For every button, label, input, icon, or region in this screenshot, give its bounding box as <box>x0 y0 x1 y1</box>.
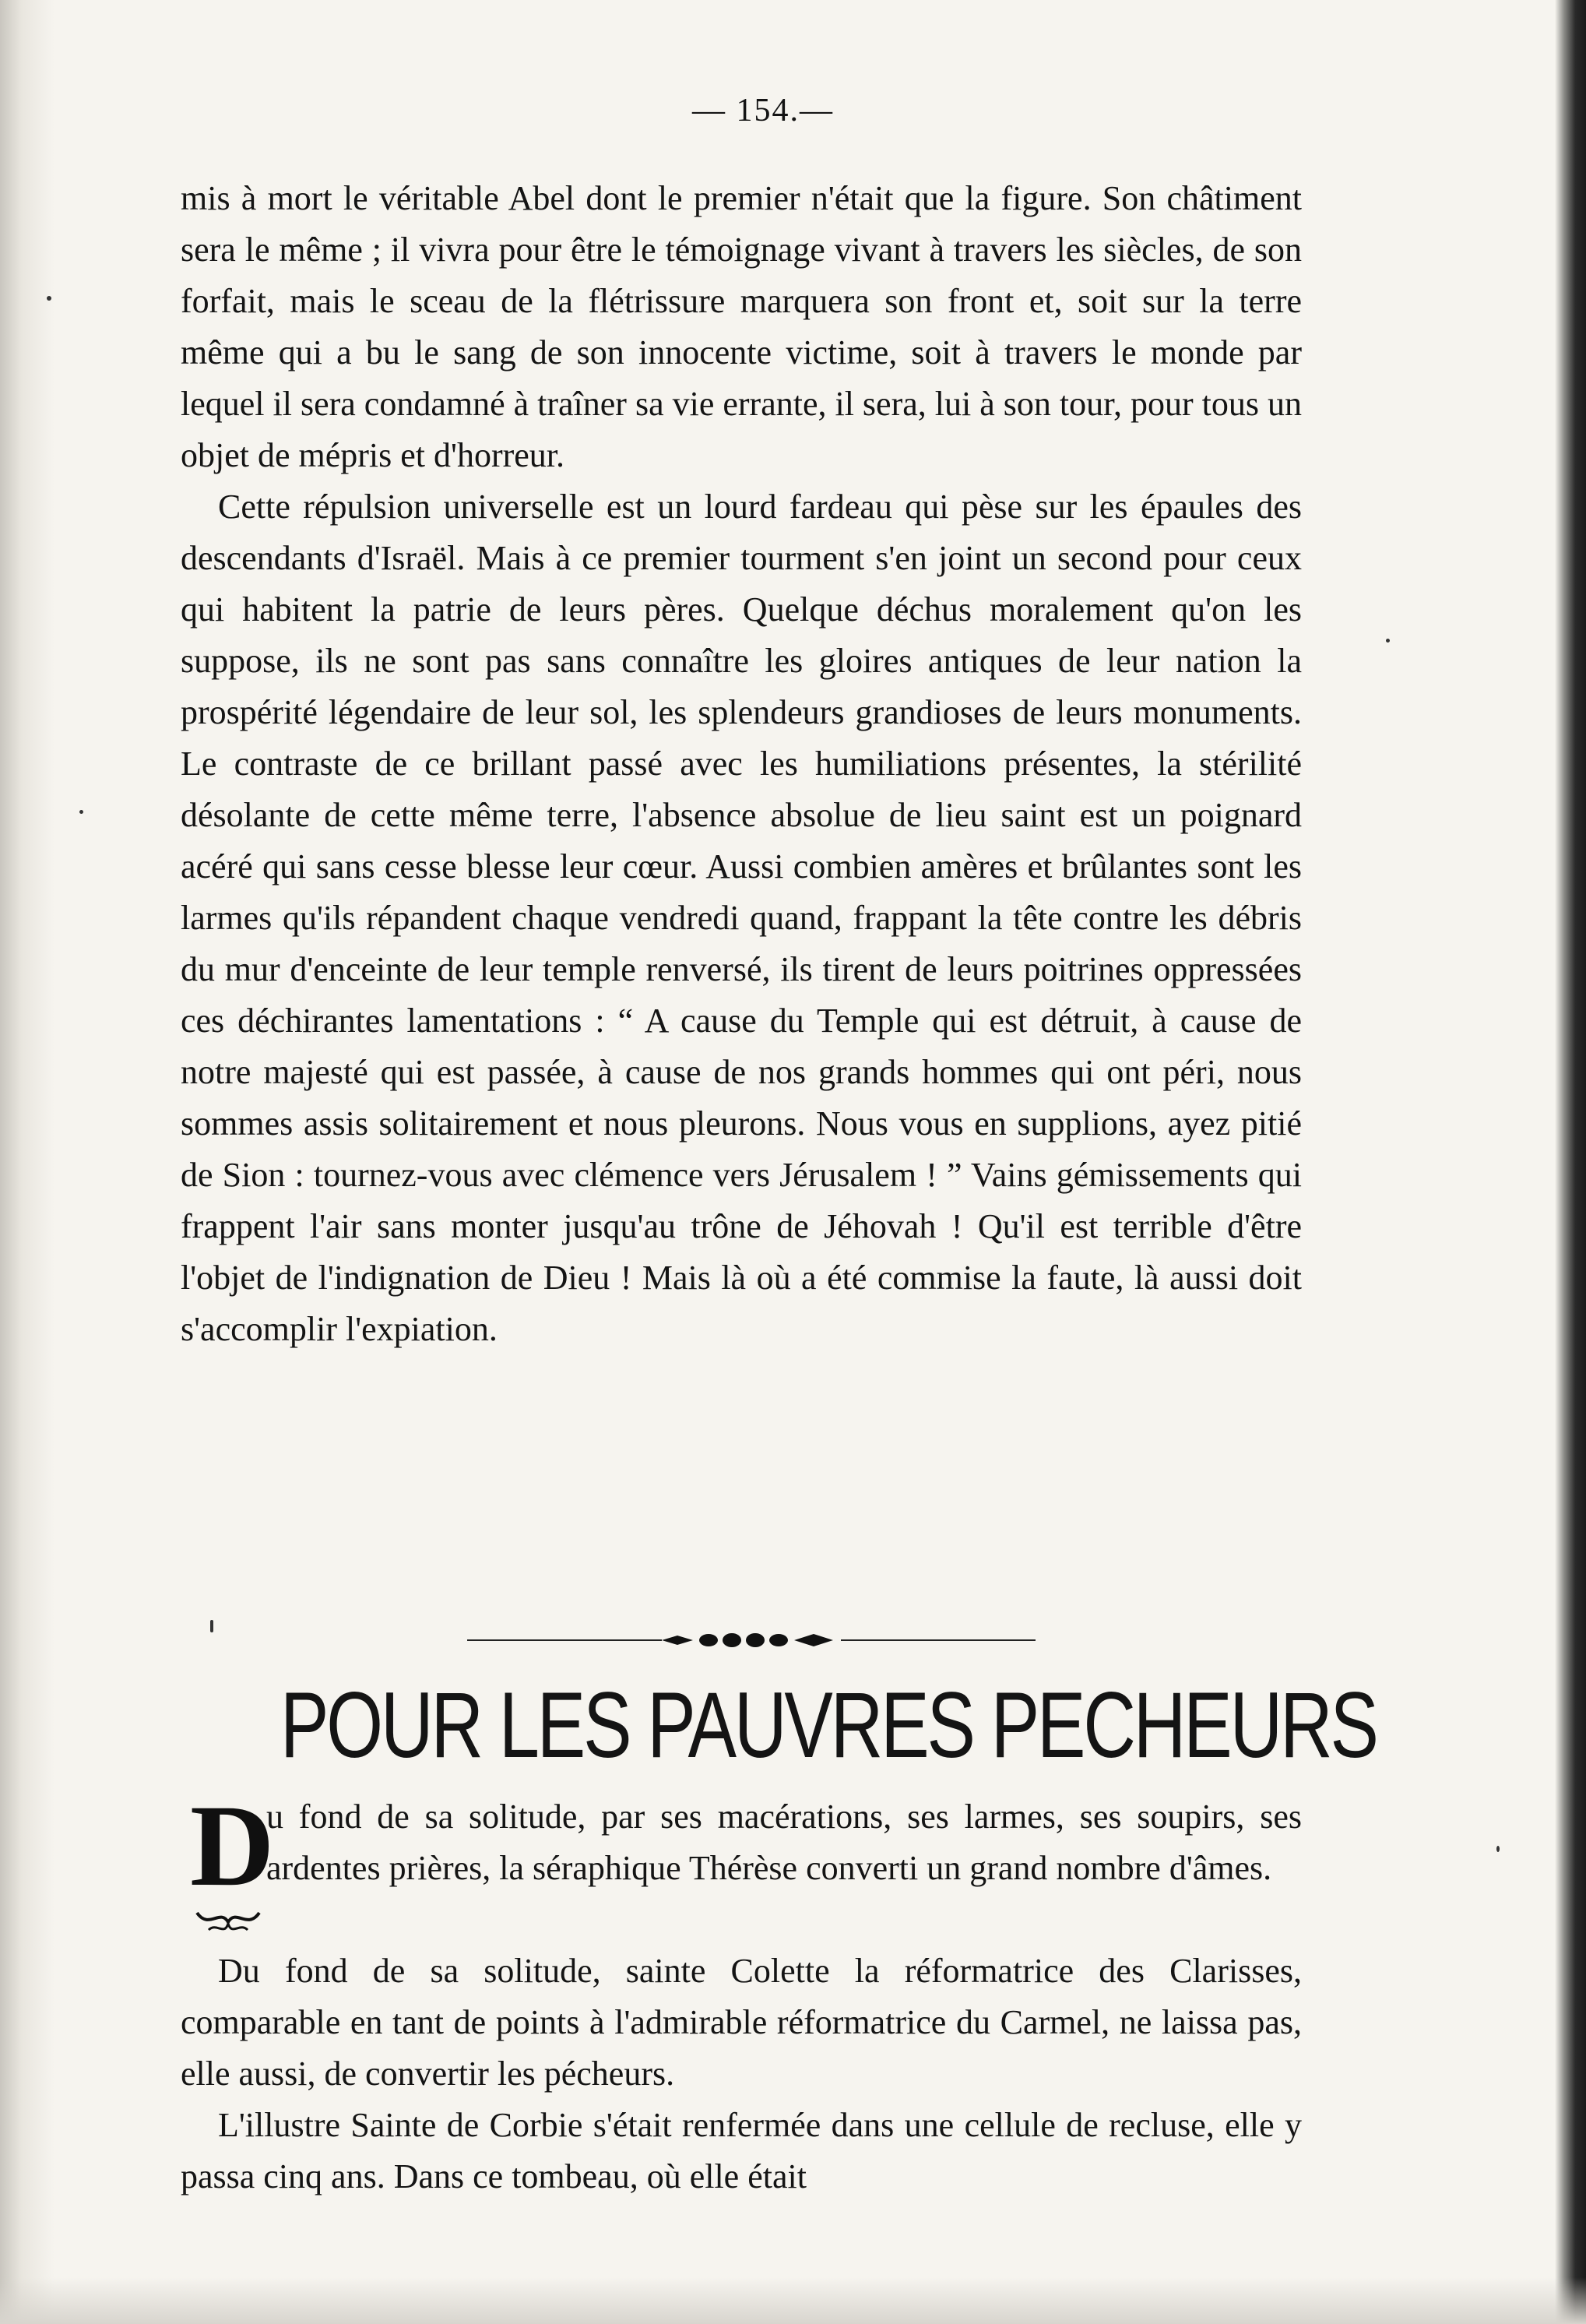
scan-left-edge <box>0 0 55 2324</box>
scan-right-edge <box>1555 0 1586 2324</box>
first-paragraph-after-title <box>266 1791 1302 1894</box>
scan-speck <box>210 1620 213 1632</box>
paragraph: Du fond de sa solitude, sainte Colette la réformatrice des Clarisses, comparable en tant de points à l'admirable réformatrice du Carmel, ne laissa pas, elle aussi, de convertir les pécheurs. <box>181 1952 1302 2093</box>
page-number: — 154.— <box>692 93 834 129</box>
paragraph: mis à mort le véritable Abel dont le premier n'était que la figure. Son châtiment sera le même ; il vivra pour être le témoignage vivant à travers les siècles, de son forfait, mais le sceau de la flétrissure marquera son front et, soit sur la terre même qui a bu le sang de son innocente victime, soit à travers le monde par lequel il sera condamné à traîner sa vie errante, il sera, lui à son tour, pour tous un objet de mépris et d'horreur. <box>181 179 1302 474</box>
body-text-after-title <box>181 1945 1302 2203</box>
scan-speck <box>1496 1846 1500 1852</box>
body-text-before-title <box>181 173 1302 1355</box>
scan-speck <box>47 296 51 301</box>
section-divider-ornament <box>467 1625 1036 1656</box>
drop-cap-letter: D <box>190 1781 275 1910</box>
section-title: POUR LES PAUVRES PECHEURS <box>280 1673 1377 1777</box>
paragraph: L'illustre Sainte de Corbie s'était renfermée dans une cellule de recluse, elle y passa cinq ans. Dans ce tombeau, où elle était <box>181 2106 1302 2195</box>
paragraph: Cette répulsion universelle est un lourd fardeau qui pèse sur les épaules des descendants d'Israël. Mais à ce premier tourment s'en joint un second pour ceux qui habitent la patrie de leurs pères. Quelque déchus moralement qu'on les suppose, ils ne sont pas sans connaître les gloires antiques de leur nation la prospérité légendaire de leur sol, les splendeurs grandioses de leurs monuments. Le contraste de ce brillant passé avec les humiliations présentes, la stérilité désolante de cette même terre, l'absence absolue de lieu saint est un poignard acéré qui sans cesse blesse leur cœur. Aussi combien amères et brûlantes sont les larmes qu'ils répandent chaque vendredi quand, frappant la tête contre les débris du mur d'enceinte de leur temple renversé, ils tirent de leurs poitrines oppressées ces déchirantes lamentations : “ A cause du Temple qui est détruit, à cause de notre majesté qui est passée, à cause de nos grands hommes qui ont péri, nous sommes assis solitairement et nous pleurons. Nous vous en supplions, ayez pitié de Sion : tournez-vous avec clémence vers Jérusalem ! ” Vains gémissements qui frappent l'air sans monter jusqu'au trône de Jéhovah ! Qu'il est terrible d'être l'objet de l'indignation de Dieu ! Mais là où a été commise la faute, là aussi doit s'accomplir l'expiation. <box>181 488 1302 1348</box>
scan-bottom-edge <box>0 2277 1586 2324</box>
scan-speck <box>79 810 83 814</box>
scan-speck <box>1386 639 1390 643</box>
drop-cap-flourish-icon <box>193 1907 263 1938</box>
paragraph: u fond de sa solitude, par ses macérations, ses larmes, ses soupirs, ses ardentes prières, la séraphique Thérèse converti un grand nombre d'âmes. <box>266 1798 1302 1887</box>
